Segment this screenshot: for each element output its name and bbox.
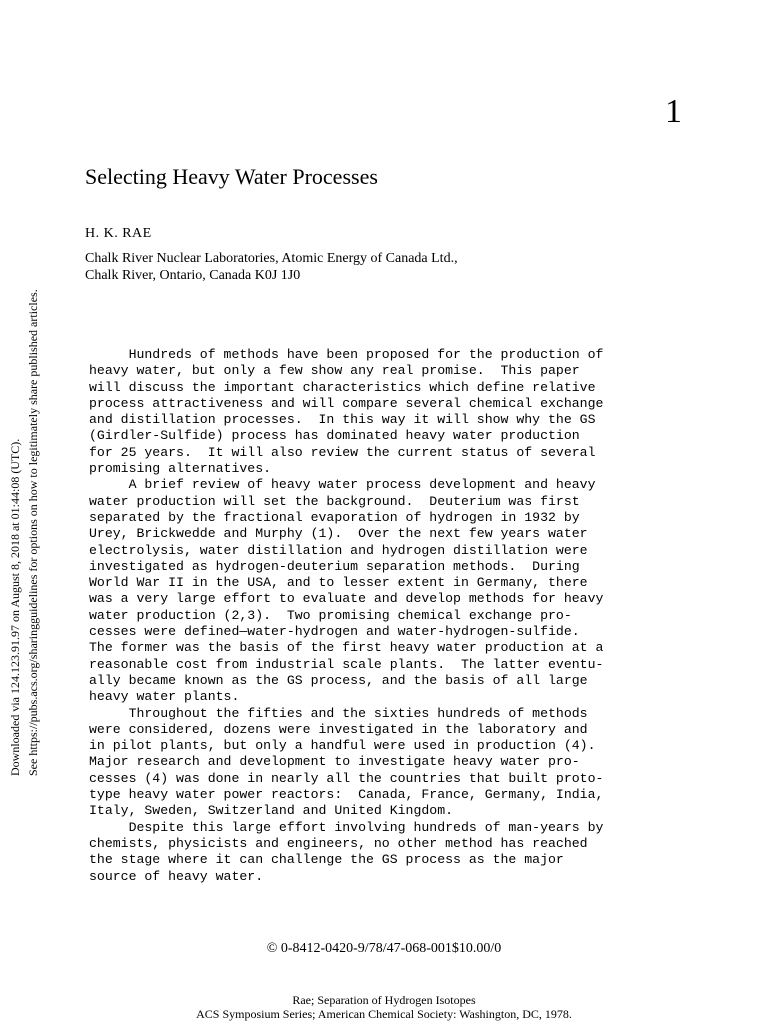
download-notice (2, 256, 46, 776)
abstract-line: water production (2,3). Two promising chemical exchange pro- (89, 607, 572, 623)
footer-line: ACS Symposium Series; American Chemical Society: Washington, DC, 1978. (196, 1007, 572, 1021)
abstract-line: heavy water plants. (89, 689, 240, 705)
copyright-notice: © 0-8412-0420-9/78/47-068-001$10.00/0 (266, 941, 502, 956)
sharing-guidelines-line: See https://pubs.acs.org/sharingguidelines for options on how to legitimately share published articles. (26, 289, 40, 776)
citation-footer (0, 993, 768, 1021)
abstract-line: Major research and development to investigate heavy water pro- (89, 754, 580, 770)
chapter-title: Selecting Heavy Water Processes (85, 164, 378, 189)
chapter-number: 1 (665, 93, 682, 130)
abstract-line: investigated as hydrogen-deuterium separation methods. During (89, 558, 580, 574)
abstract-line: for 25 years. It will also review the current status of several (89, 444, 596, 460)
abstract-line: Urey, Brickwedde and Murphy (1). Over the next few years water (89, 526, 588, 542)
affiliation-line: Chalk River Nuclear Laboratories, Atomic Energy of Canada Ltd., (85, 251, 458, 266)
abstract-line: Throughout the fifties and the sixties hundreds of methods (89, 705, 588, 721)
abstract-line: World War II in the USA, and to lesser extent in Germany, there (89, 575, 588, 591)
abstract-line: will discuss the important characteristics which define relative (89, 379, 596, 395)
affiliation-line: Chalk River, Ontario, Canada K0J 1J0 (85, 268, 301, 283)
abstract-line: Despite this large effort involving hundreds of man-years by (89, 819, 604, 835)
author-affiliation (85, 250, 458, 284)
abstract-line: water production will set the background. Deuterium was first (89, 493, 580, 509)
abstract-line: reasonable cost from industrial scale plants. The latter eventu- (89, 656, 604, 672)
footer-line: Rae; Separation of Hydrogen Isotopes (292, 993, 476, 1007)
author-name: H. K. RAE (85, 226, 152, 241)
download-notice-line: Downloaded via 124.123.91.97 on August 8, 2018 at 01:44:08 (UTC). (8, 438, 22, 776)
abstract-line: in pilot plants, but only a handful were used in production (4). (89, 738, 596, 754)
abstract-line: process attractiveness and will compare several chemical exchange (89, 395, 604, 411)
abstract-line: was a very large effort to evaluate and develop methods for heavy (89, 591, 604, 607)
abstract-line: The former was the basis of the first heavy water production at a (89, 640, 604, 656)
abstract-body (89, 347, 689, 885)
abstract-line: were considered, dozens were investigated in the laboratory and (89, 721, 588, 737)
abstract-line: promising alternatives. (89, 461, 272, 477)
abstract-line: and distillation processes. In this way it will show why the GS (89, 412, 596, 428)
abstract-line: heavy water, but only a few show any real promise. This paper (89, 363, 580, 379)
abstract-line: ally became known as the GS process, and the basis of all large (89, 672, 588, 688)
abstract-line: separated by the fractional evaporation of hydrogen in 1932 by (89, 509, 580, 525)
abstract-line: the stage where it can challenge the GS process as the major (89, 852, 564, 868)
abstract-line: electrolysis, water distillation and hydrogen distillation were (89, 542, 588, 558)
abstract-line: cesses were defined—water-hydrogen and water-hydrogen-sulfide. (89, 624, 580, 640)
abstract-line: (Girdler-Sulfide) process has dominated heavy water production (89, 428, 580, 444)
abstract-line: Hundreds of methods have been proposed for the production of (89, 347, 604, 362)
abstract-line: chemists, physicists and engineers, no other method has reached (89, 835, 588, 851)
abstract-line: A brief review of heavy water process development and heavy (89, 477, 596, 493)
abstract-line: source of heavy water. (89, 868, 264, 884)
abstract-line: Italy, Sweden, Switzerland and United Kingdom. (89, 803, 454, 819)
abstract-line: cesses (4) was done in nearly all the countries that built proto- (89, 770, 604, 786)
abstract-line: type heavy water power reactors: Canada, France, Germany, India, (89, 787, 604, 803)
